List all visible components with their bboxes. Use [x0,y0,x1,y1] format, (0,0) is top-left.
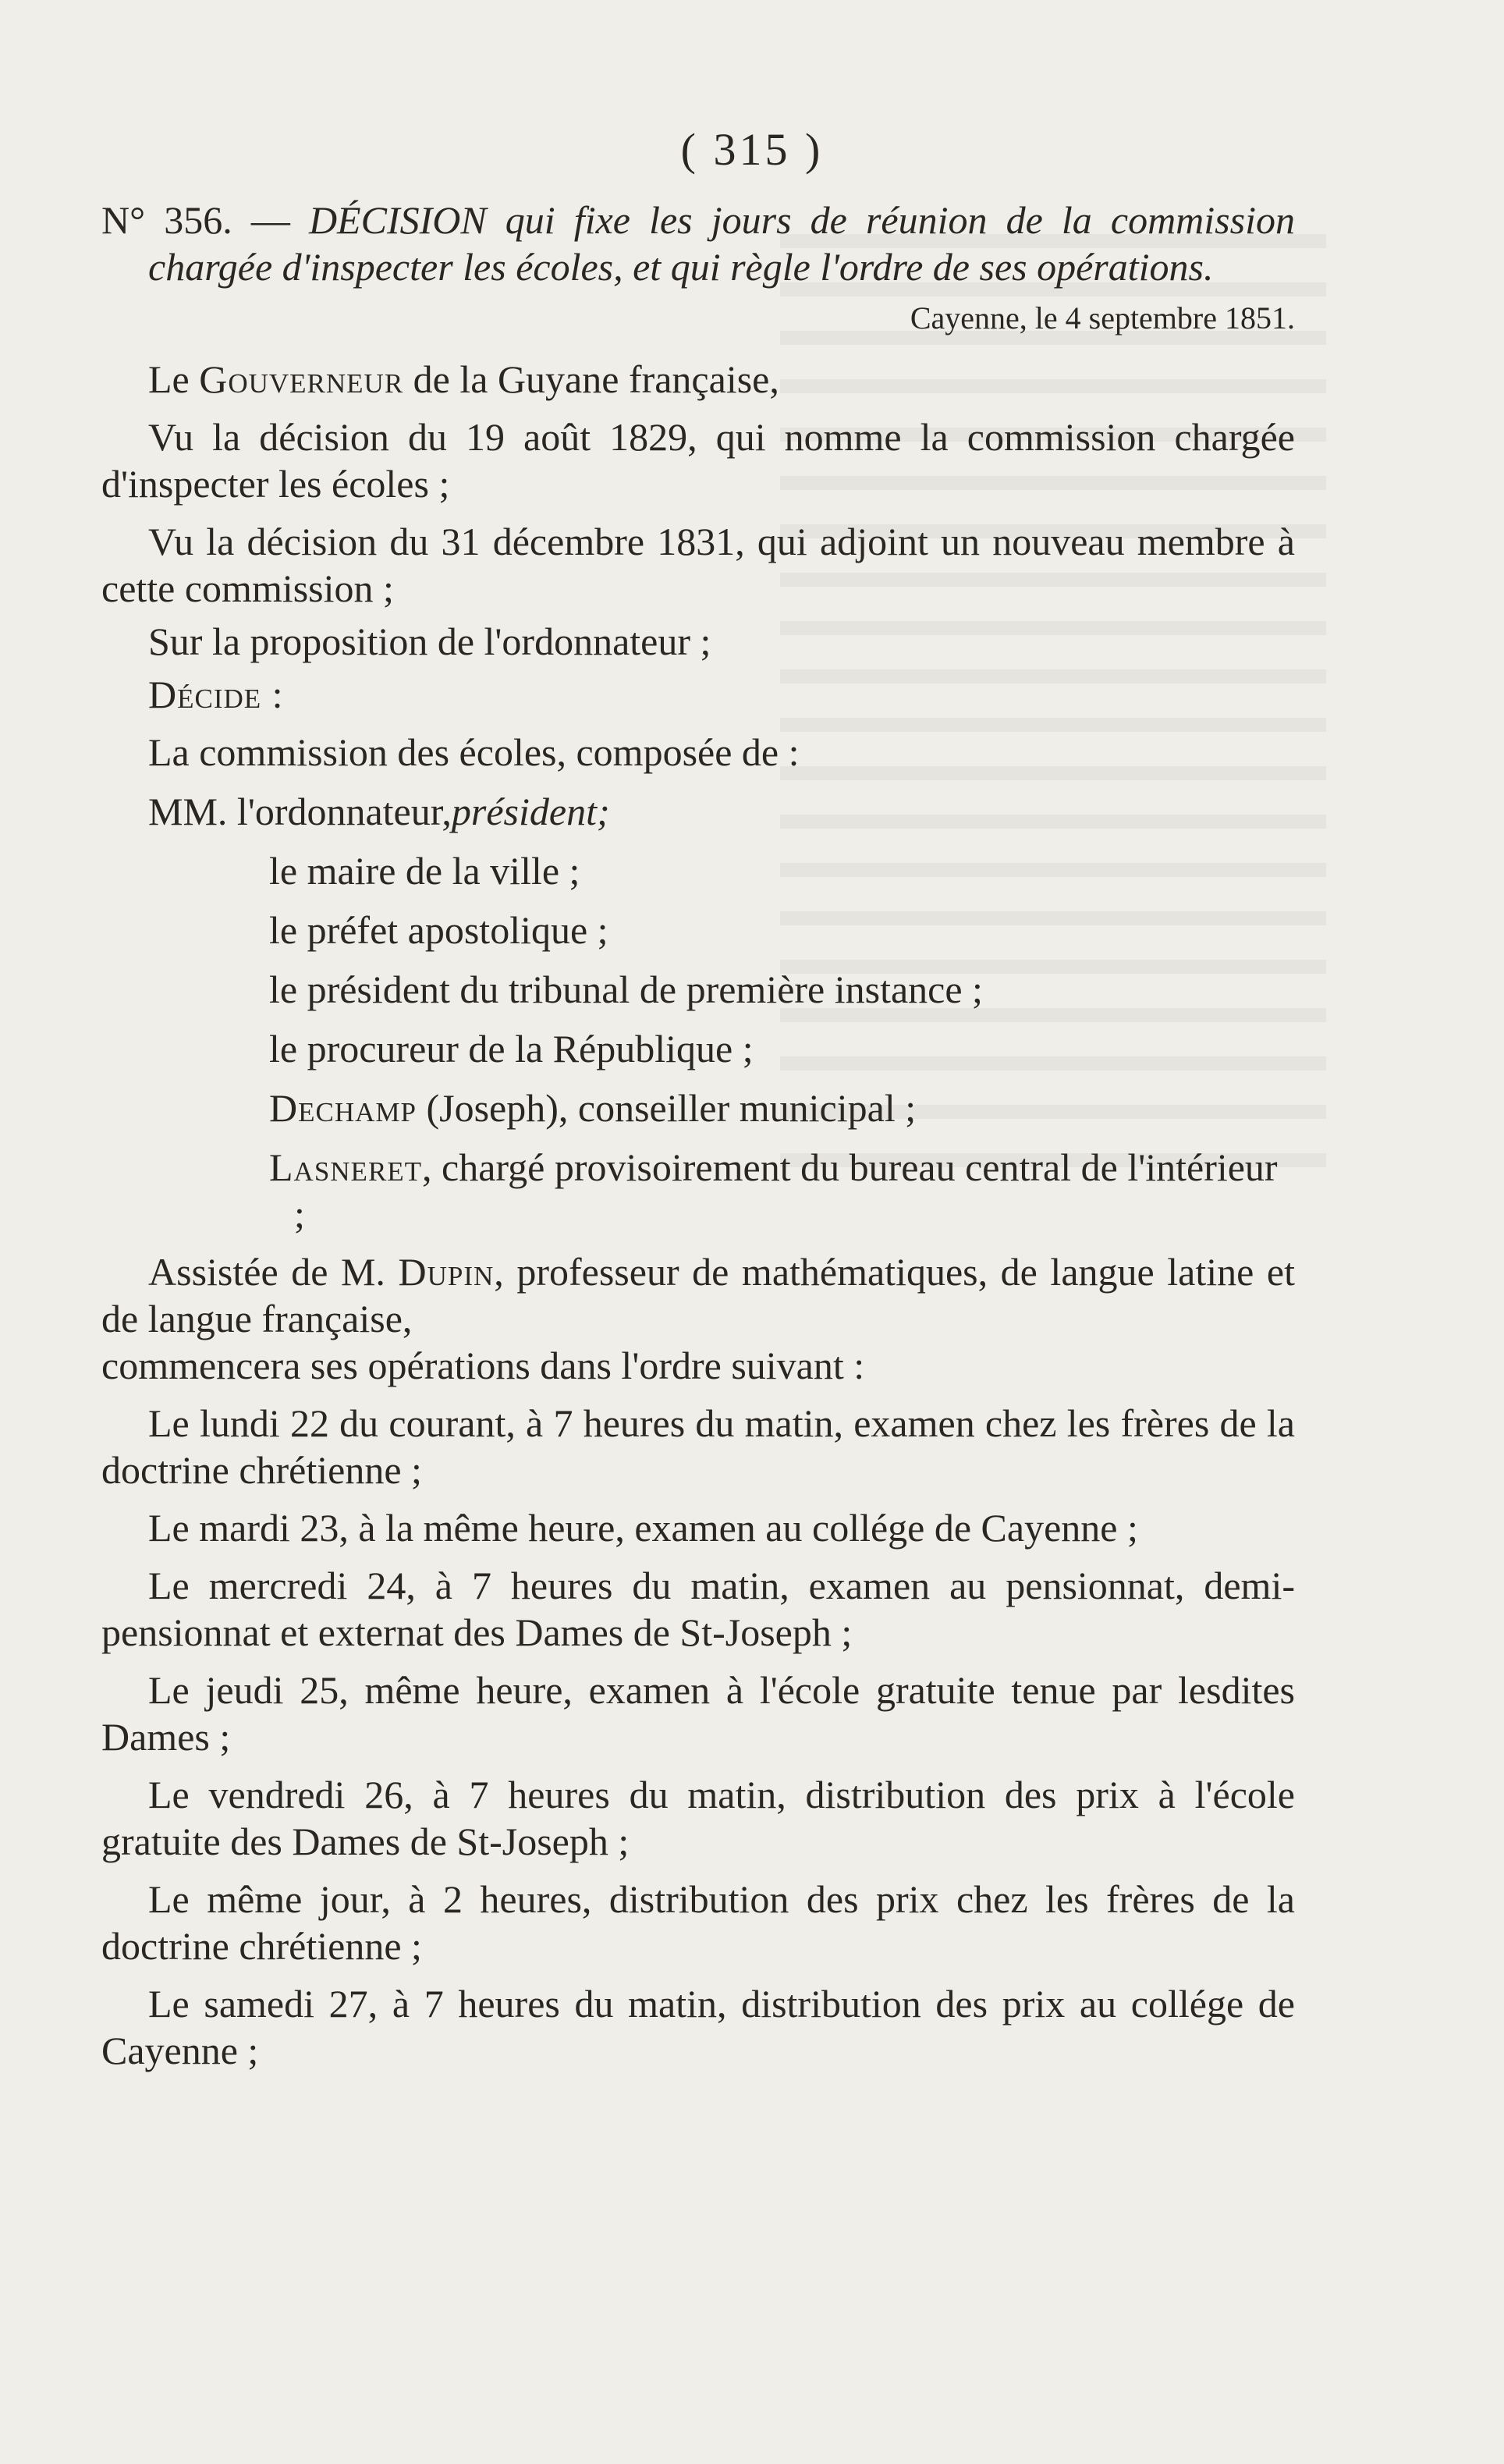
member-dechamp: Dechamp (Joseph), conseiller municipal ; [269,1086,917,1130]
sur-proposition: Sur la proposition de l'ordonnateur ; [148,620,711,663]
commence-line: commencera ses opérations dans l'ordre suivant : [101,1344,865,1387]
member-role: président; [451,790,610,833]
schedule-item: Le lundi 22 du courant, à 7 heures du matin, examen chez les frères de la doctrine chrétienne ; [101,1401,1295,1492]
assistee-line: Assistée de M. Dupin, professeur de mathématiques, de langue latine et de langue française, [101,1250,1295,1340]
schedule-item: Le mardi 23, à la même heure, examen au collége de Cayenne ; [148,1506,1138,1550]
page-number: ( 315 ) [680,124,824,175]
member-item: le président du tribunal de première instance ; [269,967,983,1011]
mm-line [148,788,1295,835]
mm-label: MM. [148,790,228,833]
decision-heading [101,197,1295,290]
member-item: le procureur de la République ; [269,1027,754,1070]
schedule-item: Le jeudi 25, même heure, examen à l'école gratuite tenue par lesdites Dames ; [101,1668,1295,1759]
schedule-item: Le mercredi 24, à 7 heures du matin, examen au pensionnat, demi-pensionnat et externat des Dames de St-Joseph ; [101,1564,1295,1654]
decision-number: N° 356. — [101,198,290,242]
member-ordonnateur: l'ordonnateur, [236,790,452,833]
decision-date: Cayenne, le 4 septembre 1851. [910,300,1295,336]
member-lasneret: Lasneret, chargé provisoirement du bureau central de l'intérieur ; [269,1145,1278,1236]
vu-1829: Vu la décision du 19 août 1829, qui nomme la commission chargée d'inspecter les écoles ; [101,415,1295,506]
vu-1831: Vu la décision du 31 décembre 1831, qui adjoint un nouveau membre à cette commission ; [101,520,1295,610]
member-list [269,847,1295,1237]
member-item: le préfet apostolique ; [269,908,608,952]
schedule-item: Le samedi 27, à 7 heures du matin, distribution des prix au collége de Cayenne ; [101,1982,1295,2072]
text-column [101,197,1295,2074]
decision-title: DÉCISION qui fixe les jours de réunion de la commission chargée d'inspecter les écoles, et qui règle l'ordre de ses opérations. [148,198,1295,289]
decide-label: Décide : [148,673,284,716]
member-item: le maire de la ville ; [269,849,580,893]
schedule-item: Le même jour, à 2 heures, distribution des prix chez les frères de la doctrine chrétienne ; [101,1877,1295,1968]
schedule-item: Le vendredi 26, à 7 heures du matin, distribution des prix à l'école gratuite des Dames de St-Joseph ; [101,1773,1295,1863]
commission-intro: La commission des écoles, composée de : [148,730,800,774]
governor-line: Le Gouverneur de la Guyane française, [148,357,779,401]
